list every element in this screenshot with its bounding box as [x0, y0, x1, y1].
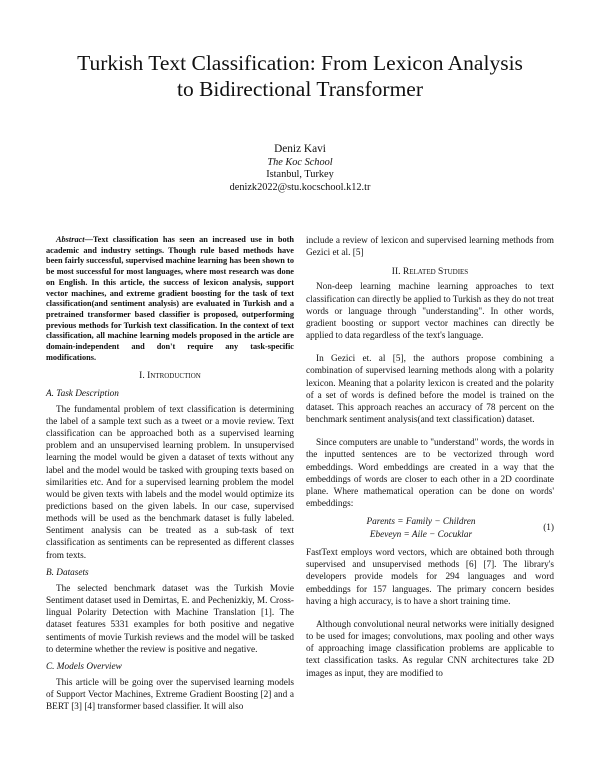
subsection-heading-models: C. Models Overview [46, 661, 122, 672]
author-name: Deniz Kavi [274, 143, 326, 155]
subsection-heading-datasets: B. Datasets [46, 567, 89, 578]
paper-title [40, 50, 560, 102]
models-overview-paragraph: This article will be going over the supervised learning models of Support Vector Machines, Extreme Gradient Boosting [2] and a BERT [3] [4] transformer based classifier. It will also [46, 678, 294, 713]
paragraph-gap [306, 426, 554, 437]
abstract [46, 235, 294, 363]
author-email: denizk2022@stu.kocschool.k12.tr [229, 181, 371, 193]
subsection-heading-task: A. Task Description [46, 388, 119, 399]
section-heading-related-studies: II. Related Studies [391, 267, 469, 278]
related-paragraph-1: Non-deep learning machine learning approaches to text classification can directly be applied to Turkish as they do not treat words or language through "understanding". In other words, gradient boosting or support vector machines can directly be applied to data regardless of the text's language. [306, 282, 554, 342]
paragraph-gap [306, 342, 554, 353]
related-paragraph-3: Since computers are unable to "understand" words, the words in the inputted sentences are to be vectorized through word embeddings. Word embeddings are created in a way that the embeddings of words are closer to each other in a 2D coordinate plane. Where mathematical operation can be done on words' embeddings: [306, 438, 554, 509]
abstract-label: Abstract [56, 235, 85, 244]
section-heading-introduction: I. Introduction [139, 371, 201, 382]
paragraph-gap [306, 608, 554, 619]
equation-line-2: Ebeveyn = Aile − Cocuklar [369, 530, 473, 541]
related-paragraph-5: Although convolutional neural networks were initially designed to be used for images; convolutions, max pooling and other ways of approaching image classification problems are applicable to text classification tasks. As regular CNN architectures take 2D images as input, they are modified to [306, 619, 554, 679]
equation-line-1: Parents = Family − Children [366, 517, 476, 528]
author-block [150, 143, 450, 194]
abstract-text: —Text classification has seen an increased use in both academic and industry settings. Though rule based methods have been fairly successful, supervised machine learning has been shown to be most successful for most languages, where most research was done on English. In this article, the success of lexicon analysis, support vector machines, and extreme gradient boosting for the task of text classification(and sentiment analysis) are evaluated in Turkish and a pretrained transformer based classifier is proposed, outperforming previous methods for Turkish text classification. In the context of text classification, all machine learning models proposed in the article are domain-independent and don't require any task-specific modifications. [46, 235, 294, 362]
left-column [46, 235, 294, 714]
related-paragraph-4: FastText employs word vectors, which are obtained both through supervised and unsupervised methods [6] [7]. The library's developers provide models for 294 languages and word embeddings for 157 languages. The primary concern besides having a high accuracy, is to have a short training time. [306, 548, 554, 607]
equation-1 [306, 516, 554, 542]
task-description-paragraph: The fundamental problem of text classification is determining the label of a sample text such as a tweet or a movie review. Text classification can be approached both as a supervised learning problem and an unsupervised learning problem. In unsupervised learning the model would be given a dataset of texts without any label and the model would be tasked with grouping texts based on similarities etc. And for a supervised learning problem the model would be given texts with labels and the model would optimize its predictions based on the given labels. In our case, supervised methods will be used as the benchmark dataset is fully labeled. Sentiment analysis can be treated as a sub-task of text classification as sentiments can be represented as different classes from texts. [46, 404, 294, 561]
title-line-2: to Bidirectional Transformer [176, 77, 424, 101]
author-institution: The Koc School [267, 157, 333, 168]
equation-number: (1) [543, 523, 554, 534]
datasets-paragraph: The selected benchmark dataset was the Turkish Movie Sentiment dataset used in Demirtas, E. and Pechenizkiy, M. Cross-lingual Polarity Detection with Machine Translation [1]. The dataset features 5331 examples for both positive and negative sentiments of movie Turkish reviews and the model will be tasked to determine whether the review is positive and negative. [46, 583, 294, 655]
right-column [306, 235, 554, 680]
models-overview-continued: include a review of lexicon and supervised learning methods from Gezici et al. [5] [306, 236, 554, 259]
related-paragraph-2: In Gezici et. al [5], the authors propose combining a combination of supervised learning methods along with a polarity lexicon. Meaning that a polarity lexicon is created and the polarity of a set of words is defined before the model is trained on the dataset. This approach reaches an accuracy of 78 percent on the benchmark sentiment analysis(and text classification) dataset. [306, 354, 554, 426]
title-line-1: Turkish Text Classification: From Lexicon Analysis [77, 51, 523, 75]
author-location: Istanbul, Turkey [266, 169, 334, 181]
